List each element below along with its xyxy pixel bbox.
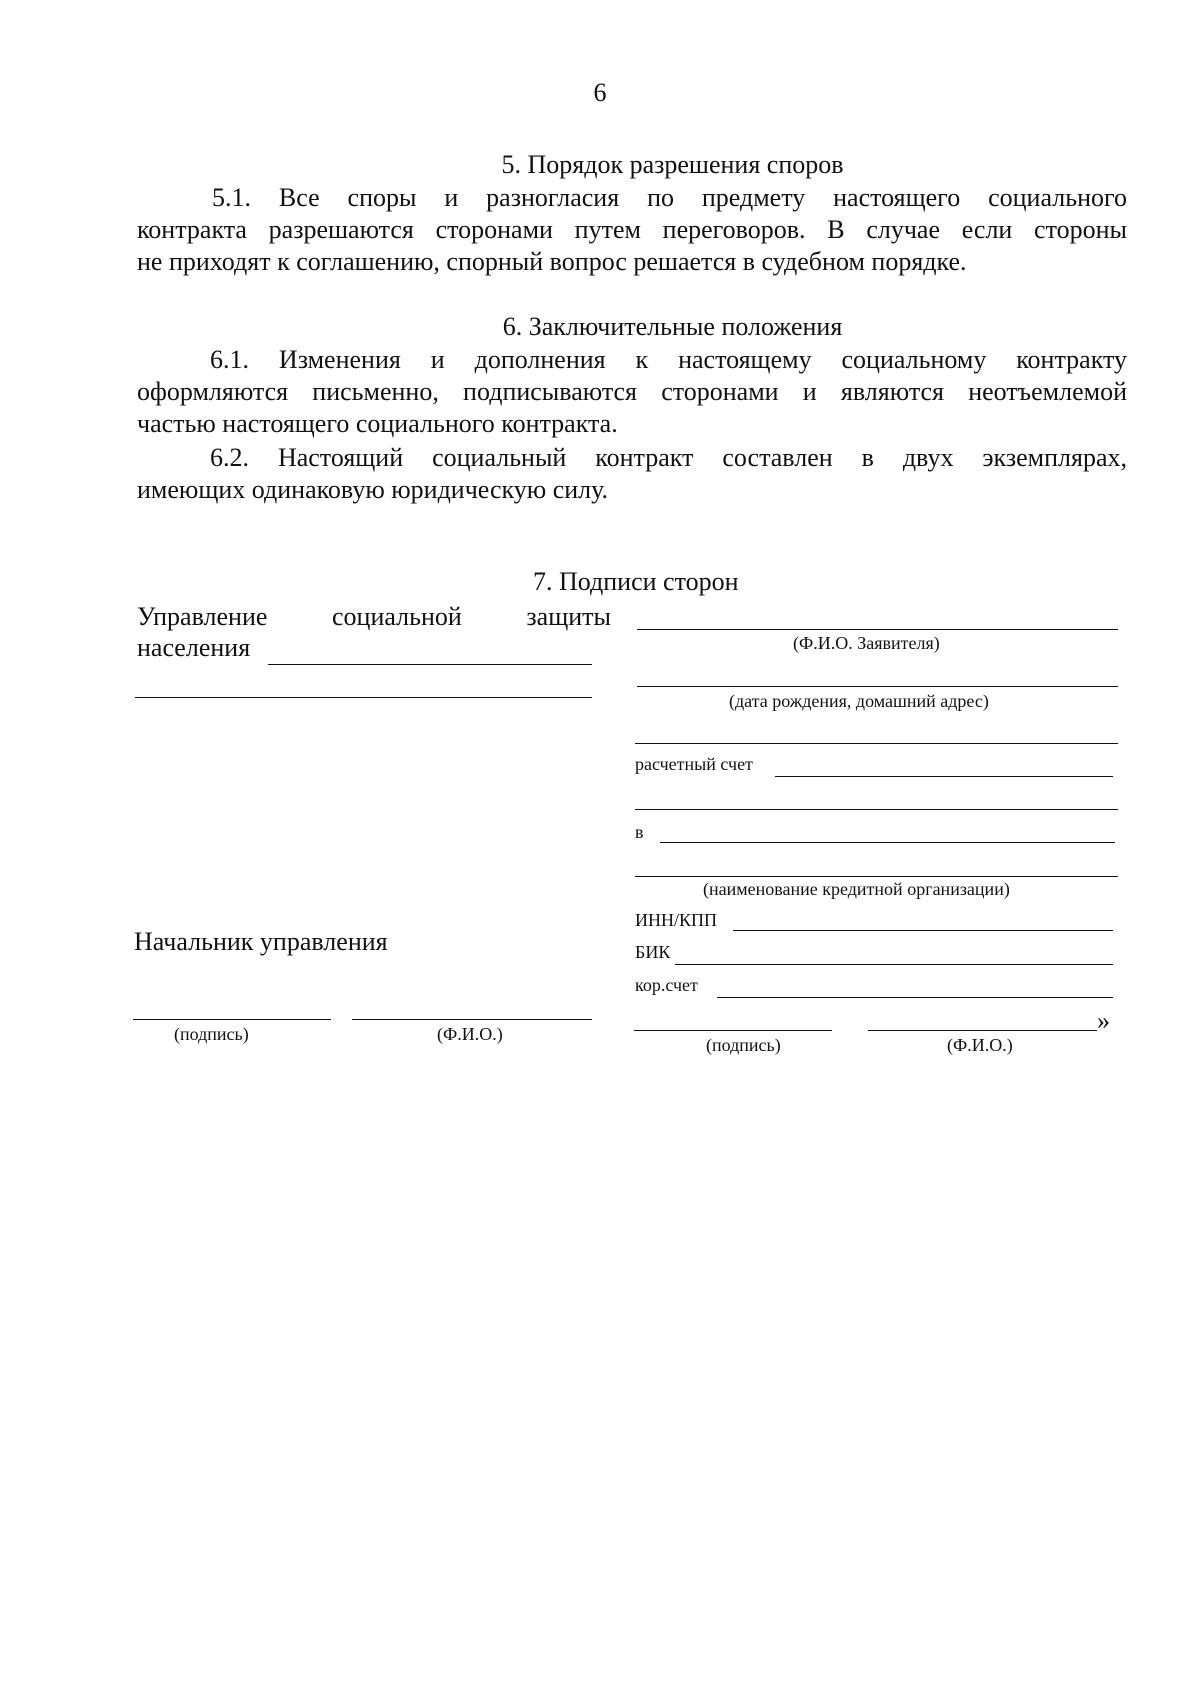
section-7-heading: 7. Подписи сторон (533, 567, 739, 596)
bank-extra-line (635, 876, 1118, 877)
right-signature-caption: (подпись) (706, 1035, 781, 1055)
applicant-fio-line (637, 629, 1118, 630)
corr-account-line (717, 997, 1113, 998)
section-6-2-line-1: 6.2. Настоящий социальный контракт составлен в двух экземплярах, (210, 443, 1127, 472)
bank-caption: (наименование кредитной организации) (703, 879, 1010, 899)
bik-line (675, 964, 1113, 965)
left-signature-caption: (подпись) (174, 1024, 249, 1044)
org-name-line-2: населения (137, 633, 251, 662)
bank-in-label: в (635, 822, 644, 842)
right-fio-caption: (Ф.И.О.) (947, 1035, 1013, 1055)
section-5-line-3: не приходят к соглашению, спорный вопрос решается в судебном порядке. (137, 247, 967, 276)
birth-address-caption: (дата рождения, домашний адрес) (729, 691, 989, 711)
right-signature-line (634, 1030, 832, 1031)
account-line (775, 776, 1113, 777)
section-6-heading: 6. Заключительные положения (502, 312, 843, 341)
page-number: 6 (593, 78, 607, 107)
right-fio-line (868, 1030, 1097, 1031)
closing-quote: » (1097, 1006, 1110, 1035)
section-5-heading: 5. Порядок разрешения споров (501, 150, 844, 179)
applicant-fio-caption: (Ф.И.О. Заявителя) (793, 633, 940, 653)
bank-line (660, 842, 1115, 843)
inn-kpp-label: ИНН/КПП (635, 910, 718, 930)
account-extra-line (635, 809, 1118, 810)
org-extra-line (135, 697, 592, 698)
bik-label: БИК (635, 942, 671, 962)
left-fio-caption: (Ф.И.О.) (437, 1024, 503, 1044)
left-fio-line (352, 1019, 592, 1020)
corr-account-label: кор.счет (635, 975, 698, 995)
org-name-line-1: Управление социальной защиты (137, 602, 611, 631)
address-extra-line (635, 743, 1118, 744)
birth-address-line (637, 686, 1118, 687)
inn-kpp-line (733, 930, 1113, 931)
section-6-1-line-1: 6.1. Изменения и дополнения к настоящему социальному контракту (210, 345, 1127, 374)
section-6-2-line-2: имеющих одинаковую юридическую силу. (137, 475, 609, 504)
section-5-line-1: 5.1. Все споры и разногласия по предмету настоящего социального (212, 183, 1127, 212)
account-label: расчетный счет (635, 754, 753, 774)
section-6-1-line-2: оформляются письменно, подписываются сторонами и являются неотъемлемой (137, 377, 1127, 406)
left-signature-line (133, 1019, 331, 1020)
section-5-line-2: контракта разрешаются сторонами путем переговоров. В случае если стороны (137, 215, 1127, 244)
section-6-1-line-3: частью настоящего социального контракта. (137, 409, 618, 438)
org-signature-line (268, 664, 592, 665)
head-title: Начальник управления (134, 927, 388, 956)
